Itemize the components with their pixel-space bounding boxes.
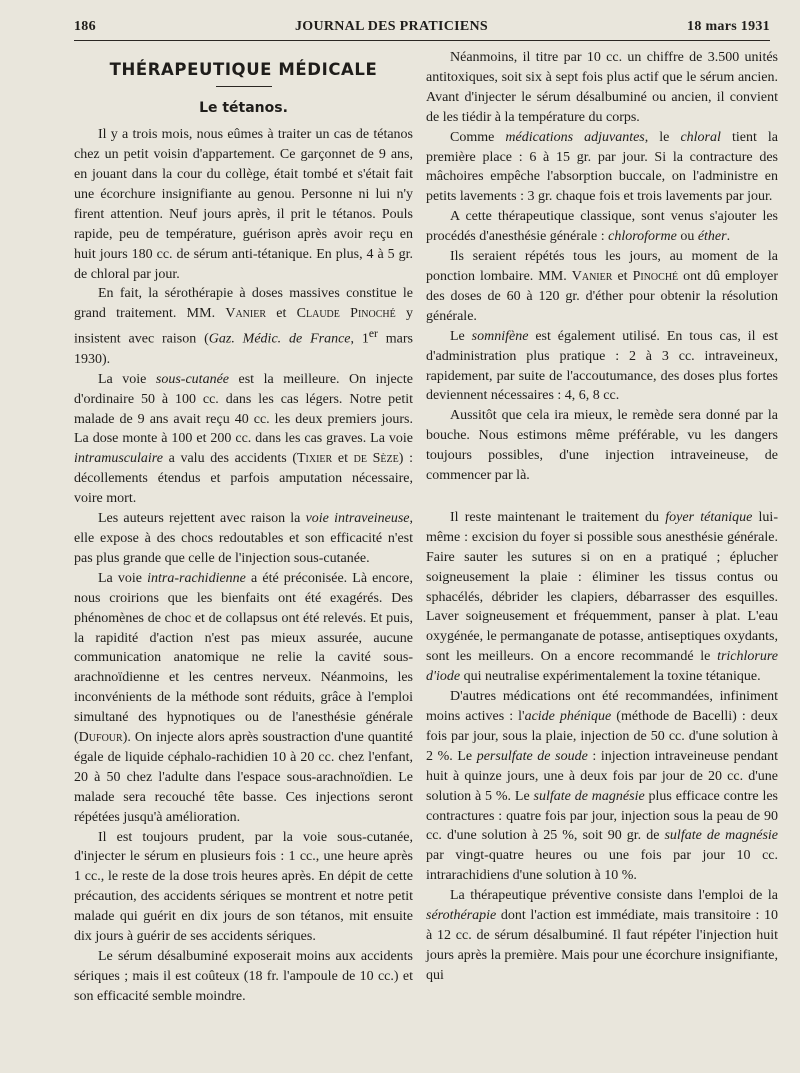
author-name: Vanier [225, 306, 267, 322]
paragraph: La voie intra-rachidienne a été préconisée. Là encore, nous croirions que les bienfaits ont été exagérés. Des phénomènes de choc et de collapsus ont été relevés. Et puis, la rapidité d'action n'est pas mieux assurée, aucune communication anatomique ne relie la cavité sous-arachnoïdienne et les centres nerveux. Néanmoins, les inconvénients de la méthode sont réduits, grâce à l'emploi simultané des hypnotiques ou de l'anesthésie générale (Dufour). On injecte alors après soustraction d'une quantité égale de liquide céphalo-rachidien 10 à 20 cc. chez l'enfant, 20 à 50 chez l'adulte dans l'espace sous-arachnoïdien. Le malade sera recouché tête basse. Ces injections seront répétées jusqu'à amélioration. [74, 570, 413, 825]
title-rule [216, 86, 272, 87]
author-name: Tixier [296, 451, 333, 467]
paragraph: Le sérum désalbuminé exposerait moins aux accidents sériques ; mais il est coûteux (18 fr. l'ampoule de 10 cc.) et son efficacité semble moindre. [74, 949, 413, 1004]
paragraph: Comme médications adjuvantes, le chloral tient la première place : 6 à 15 gr. par jour. Si la contracture des mâchoires empêche l'absorption buccale, on l'administre en petits lavements : 3 gr. chaque fois et trois lavements par jour. [426, 129, 778, 205]
right-column [426, 48, 778, 986]
author-name: Vanier [571, 268, 613, 284]
issue-date: 18 mars 1931 [687, 19, 770, 34]
paragraph: La thérapeutique préventive consiste dans l'emploi de la sérothérapie dont l'action est immédiate, mais transitoire : 10 à 12 cc. de sérum désalbuminé. Il faut répéter l'injection huit jours après la première. Mais pour une écorchure insignifiante, qui [426, 888, 778, 983]
section-title: THÉRAPEUTIQUE MÉDICALE [109, 60, 378, 79]
paragraph: La voie sous-cutanée est la meilleure. On injecte d'ordinaire 50 à 100 cc. dans les cas légers. Notre petit malade de 9 ans avait reçu 40 cc. les deux premiers jours. La dose monte à 100 et 200 cc. dans les cas graves. La voie intramusculaire a valu des accidents (Tixier et de Sèze) : décollements étendus et parfois amputation nécessaire, voire mort. [74, 371, 413, 507]
paragraph: Néanmoins, il titre par 10 cc. un chiffre de 3.500 unités antitoxiques, soit six à sept fois plus actif que le sérum ancien. Avant d'injecter le sérum désalbuminé ou ancien, il convient de les tiédir à la température du corps. [426, 50, 778, 125]
running-header [74, 14, 770, 41]
paragraph: Il y a trois mois, nous eûmes à traiter un cas de tétanos chez un petit voisin d'appartement. Ce garçonnet de 9 ans, en jouant dans la cour du collège, était tombé et s'était fait une écorchure insignifiante au genou. Personne ni lui n'y firent attention. Neuf jours après, il prit le tétanos. Pouls rapide, peu de température, guérison après avoir reçu en huit jours 180 cc. de sérum anti-tétanique. En plus, 4 à 5 gr. de chloral par jour. [74, 127, 413, 282]
paragraph: A cette thérapeutique classique, sont venus s'ajouter les procédés d'anesthésie générale : chloroforme ou éther. [426, 209, 778, 245]
article-title: Le tétanos. [199, 100, 288, 117]
paragraph: D'autres médications ont été recommandées, infiniment moins actives : l'acide phénique (méthode de Bacelli) : deux fois par jour, sous la plaie, injection de 50 cc. d'une solution à 2 %. Le persulfate de soude : injection intraveineuse pendant huit à quinze jours, une à deux fois par jour de 20 cc. d'une solution à 5 %. Le sulfate de magnésie plus efficace contre les contractures : quatre fois par jour, injection sous la peau de 90 cc. d'une solution à 25 %, soit 90 gr. de sulfate de magnésie par vingt-quatre heures ou une fois par jour 10 cc. intrarachidiens d'une solution à 10 %. [426, 689, 779, 884]
paragraph: Aussitôt que cela ira mieux, le remède sera donné par la bouche. Nous estimons même préférable, vu les dangers toujours possibles, d'une injection intraveineuse, de commencer par là. [426, 408, 778, 484]
author-name: Dufour [78, 730, 123, 746]
paragraph: Les auteurs rejettent avec raison la voie intraveineuse, elle expose à des chocs redoutables et son efficacité n'est pas plus grande que celle de l'injection sous-cutanée. [74, 511, 413, 566]
journal-title: JOURNAL DES PRATICIENS [294, 19, 488, 34]
author-name: Claude Pinoché [296, 306, 396, 322]
left-column [74, 48, 413, 1007]
citation: Gaz. Médic. de France [208, 331, 351, 347]
paragraph: Le somnifène est également utilisé. En tous cas, il est d'administration plus pratique : 2 à 3 cc. intraveineux, rapidement, par suite de l'accoutumance, des doses plus fortes deviennent nécessaires : 4, 6, 8 cc. [426, 328, 778, 404]
paragraph: En fait, la sérothérapie à doses massives constitue le grand traitement. MM. Vanier et Claude Pinoché y insistent avec raison (Gaz. Médic. de France, 1er mars 1930). [74, 286, 414, 367]
page-number: 186 [74, 19, 96, 34]
paragraph: Il est toujours prudent, par la voie sous-cutanée, d'injecter le sérum en plusieurs fois : 1 cc., une heure après 1 cc., le reste de la dose trois heures après. En dépit de cette précaution, des accidents sériques se montrent et notre petit malade qui guérit en dix jours de son tétanos, mit ensuite dix jours à guérir de ses accidents sériques. [74, 829, 413, 945]
author-name: de Sèze [353, 451, 399, 467]
author-name: Pinoché [632, 268, 679, 284]
paragraph: Ils seraient répétés tous les jours, au moment de la ponction lombaire. MM. Vanier et Pinoché ont dû employer des doses de 60 à 120 gr. d'éther pour obtenir la résolution générale. [426, 249, 779, 324]
paragraph: Il reste maintenant le traitement du foyer tétanique lui-même : excision du foyer si possible sous anesthésie générale. Faire sauter les sutures si on en a pratiqué ; éplucher soigneusement la plaie : éliminer les tissus contus ou sphacélés, débrider les clapiers, débarrasser des esquilles. Laver soigneusement et fréquemment, panser à plat. L'eau oxygénée, le permanganate de potasse, antiseptiques oxydants, sont les meilleurs. On a encore recommandé le trichlorure d'iode qui neutralise expérimentalement la toxine tétanique. [426, 509, 778, 685]
